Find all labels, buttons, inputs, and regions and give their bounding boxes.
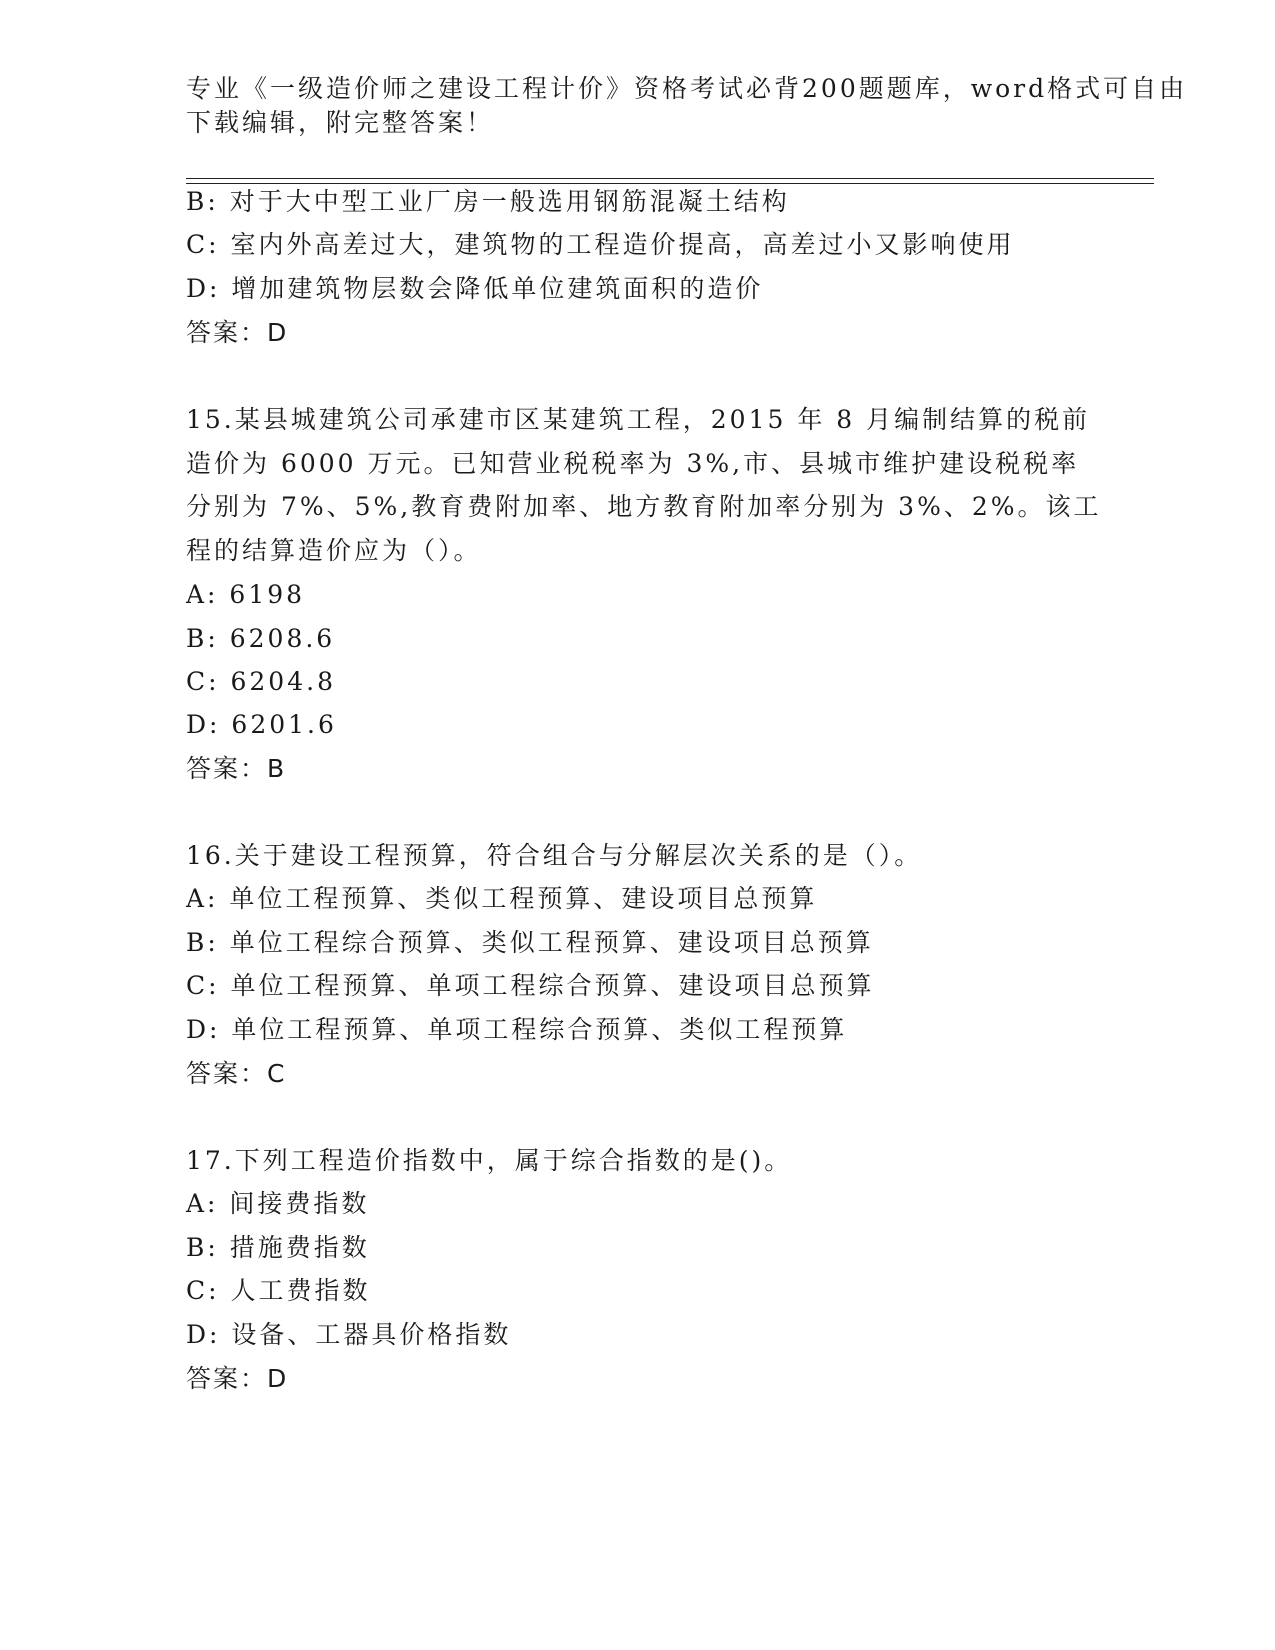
q16-option-d: D: 单位工程预算、单项工程综合预算、类似工程预算 <box>186 1015 848 1044</box>
q15-option-b: B: 6208.6 <box>186 624 336 653</box>
q16-answer: 答案：C <box>186 1059 287 1088</box>
q15-option-a: A: 6198 <box>186 580 306 609</box>
q15-option-d: D: 6201.6 <box>186 710 337 739</box>
q16-option-c: C: 单位工程预算、单项工程综合预算、建设项目总预算 <box>186 971 875 1000</box>
q14-answer: 答案：D <box>186 318 289 347</box>
header-divider-bottom <box>186 183 1154 184</box>
q17-option-d: D: 设备、工器具价格指数 <box>186 1320 512 1349</box>
page-header <box>186 72 1188 140</box>
q17-answer: 答案：D <box>186 1364 289 1393</box>
header-line-1: 专业《一级造价师之建设工程计价》资格考试必背200题题库，word格式可自由 <box>186 74 1188 103</box>
q15-stem-line-2: 造价为 6000 万元。已知营业税税率为 3%,市、县城市维护建设税税率 <box>186 449 1080 478</box>
q17-option-a: A: 间接费指数 <box>186 1189 370 1218</box>
q15-stem-line-4: 程的结算造价应为（）。 <box>186 536 482 565</box>
q14-option-d: D: 增加建筑物层数会降低单位建筑面积的造价 <box>186 274 764 303</box>
q17-option-c: C: 人工费指数 <box>186 1276 371 1305</box>
header-divider-top <box>186 178 1154 179</box>
q16-option-a: A: 单位工程预算、类似工程预算、建设项目总预算 <box>186 884 818 913</box>
q14-option-b: B: 对于大中型工业厂房一般选用钢筋混凝土结构 <box>186 187 790 216</box>
q16-stem: 16.关于建设工程预算，符合组合与分解层次关系的是（）。 <box>186 841 923 870</box>
header-line-2: 下载编辑，附完整答案！ <box>186 108 495 137</box>
q17-stem: 17.下列工程造价指数中，属于综合指数的是()。 <box>186 1146 793 1175</box>
q16-option-b: B: 单位工程综合预算、类似工程预算、建设项目总预算 <box>186 928 874 957</box>
q15-answer: 答案：B <box>186 754 287 783</box>
q15-option-c: C: 6204.8 <box>186 667 336 696</box>
q14-option-c: C: 室内外高差过大，建筑物的工程造价提高，高差过小又影响使用 <box>186 230 1015 259</box>
q17-option-b: B: 措施费指数 <box>186 1233 370 1262</box>
q15-stem-line-3: 分别为 7%、5%,教育费附加率、地方教育附加率分别为 3%、2%。该工 <box>186 492 1102 521</box>
q15-stem-line-1: 15.某县城建筑公司承建市区某建筑工程，2015 年 8 月编制结算的税前 <box>186 405 1091 434</box>
